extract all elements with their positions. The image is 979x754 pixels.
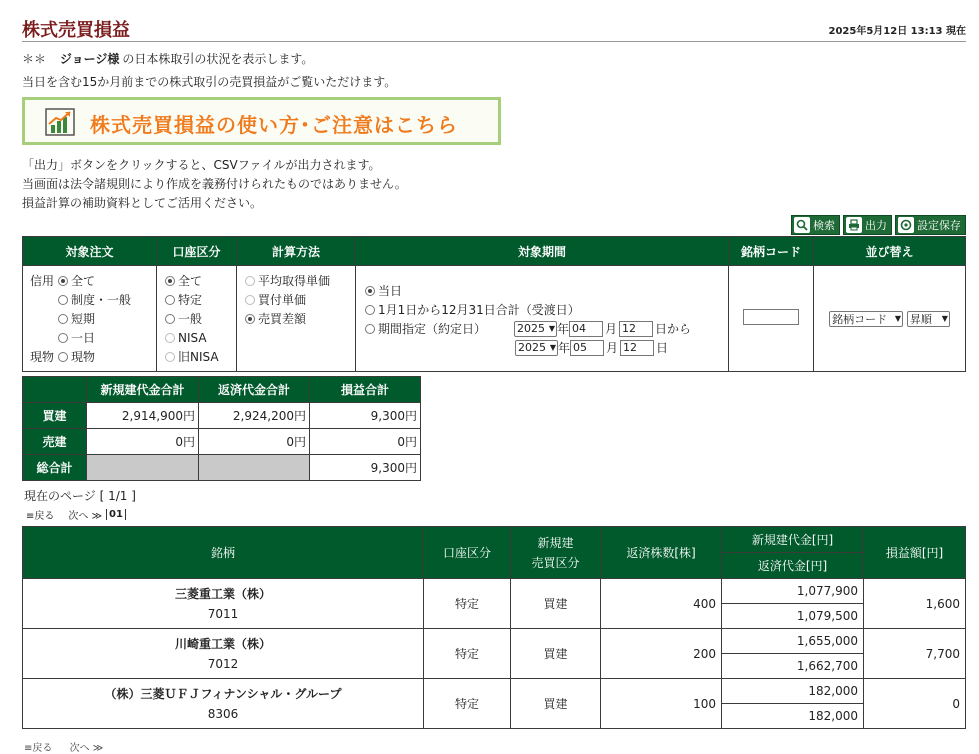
pl-cell: 0 [864, 679, 966, 729]
calc-diff-label: 売買差額 [258, 312, 307, 326]
to-year-select[interactable]: 2025 ▼ [515, 340, 558, 356]
col-repay-amt: 返済代金[円] [722, 553, 864, 579]
summary-header-repay: 返済代金合計 [199, 377, 310, 403]
output-button[interactable] [843, 215, 892, 235]
usage-notes-banner[interactable] [22, 97, 501, 145]
period-range-label: 期間指定（約定日） [378, 322, 487, 336]
pagination [26, 507, 140, 522]
note-csv: 「出力」ボタンをクリックすると、CSVファイルが出力されます。 [22, 158, 381, 172]
stock-code: 8306 [207, 706, 239, 721]
account-nisa-radio[interactable] [165, 333, 175, 343]
stock-name: 川崎重工業（株） [174, 636, 271, 651]
banner-text: 株式売買損益の使い方･ご注意はこちら [90, 113, 458, 137]
summary-header-new: 新規建代金合計 [87, 377, 199, 403]
summary-pl: 0円 [310, 429, 421, 455]
stock-code-input[interactable] [743, 309, 799, 325]
summary-total-label: 総合計 [23, 455, 87, 481]
period-year-radio[interactable] [365, 305, 375, 315]
stock-code: 7011 [207, 606, 239, 621]
repay-amt-cell: 1,079,500 [722, 604, 864, 629]
account-old-nisa-label: 旧NISA [178, 350, 219, 364]
from-day-input[interactable]: 12 [619, 321, 653, 337]
account-filter [157, 266, 237, 372]
next-link[interactable]: 次へ ≫ [68, 511, 103, 522]
new-amt-cell: 182,000 [722, 679, 864, 704]
repay-amt-cell: 1,662,700 [722, 654, 864, 679]
printer-icon [846, 217, 862, 233]
summary-table [22, 376, 421, 481]
new-amt-cell: 1,655,000 [722, 629, 864, 654]
col-pl: 損益額[円] [864, 527, 966, 579]
summary-pl: 9,300円 [310, 403, 421, 429]
period-today-label: 当日 [378, 284, 403, 298]
period-year-label: 1月1日から12月31日合計（受渡日） [378, 303, 580, 317]
sort-field-select[interactable]: 銘柄コード ▼ [829, 311, 903, 327]
from-year-unit: 年 [557, 322, 570, 336]
col-new-amt: 新規建代金[円] [722, 527, 864, 553]
intro-line-1 [22, 50, 313, 67]
intro-prefix: ＊＊ [22, 52, 47, 66]
margin-label: 信用 [30, 274, 55, 288]
prev-link[interactable]: ≡戻る [26, 511, 55, 522]
filter-table [22, 236, 966, 372]
col-account: 口座区分 [424, 527, 511, 579]
search-button[interactable] [791, 215, 840, 235]
pl-cell: 1,600 [864, 579, 966, 629]
search-button-label: 検索 [813, 219, 835, 232]
table-row [23, 579, 966, 604]
order-margin-short-radio[interactable] [58, 314, 68, 324]
account-nisa-label: NISA [178, 330, 207, 345]
account-old-nisa-radio[interactable] [165, 352, 175, 362]
account-cell: 特定 [424, 679, 511, 729]
filter-header-calc: 計算方法 [237, 237, 356, 266]
summary-new: 2,914,900円 [87, 403, 199, 429]
search-icon [794, 217, 810, 233]
col-type-line1: 新規建 [537, 535, 574, 550]
new-amt-cell: 1,077,900 [722, 579, 864, 604]
summary-row-label: 買建 [23, 403, 87, 429]
filter-header-sort: 並び替え [814, 237, 966, 266]
filter-header-order: 対象注文 [23, 237, 157, 266]
stock-name-cell [23, 679, 424, 729]
stock-name: 三菱重工業（株） [174, 586, 271, 601]
settings-icon [898, 217, 914, 233]
pl-cell: 7,700 [864, 629, 966, 679]
account-cell: 特定 [424, 579, 511, 629]
order-cash-label: 現物 [71, 350, 96, 364]
filter-header-period: 対象期間 [356, 237, 729, 266]
period-filter [356, 266, 729, 372]
col-name: 銘柄 [23, 527, 424, 579]
period-range-radio[interactable] [365, 324, 375, 334]
summary-repay: 2,924,200円 [199, 403, 310, 429]
order-margin-day-radio[interactable] [58, 333, 68, 343]
account-tokutei-label: 特定 [178, 293, 203, 307]
stock-name: （株）三菱ＵＦＪフィナンシャル・グループ [104, 686, 342, 701]
page-title: 株式売買損益 [22, 20, 130, 41]
page-info: 現在のページ [ 1/1 ] [24, 489, 136, 503]
page-01[interactable]: 01 [106, 509, 126, 520]
qty-cell: 200 [601, 629, 722, 679]
bottom-next-link[interactable]: 次へ ≫ [69, 743, 104, 754]
calc-purchase-radio[interactable] [245, 295, 255, 305]
type-cell: 買建 [511, 679, 601, 729]
stock-code: 7012 [207, 656, 239, 671]
summary-total-repay [199, 455, 310, 481]
qty-cell: 100 [601, 679, 722, 729]
summary-repay: 0円 [199, 429, 310, 455]
to-month-input[interactable]: 05 [570, 340, 604, 356]
order-margin-standard-radio[interactable] [58, 295, 68, 305]
user-name: ジョージ様 [59, 52, 120, 66]
note-legal: 当画面は法令諸規則により作成を義務付けられたものではありません。 [22, 177, 407, 191]
stock-name-cell [23, 579, 424, 629]
account-tokutei-radio[interactable] [165, 295, 175, 305]
results-table [22, 526, 966, 729]
output-button-label: 出力 [865, 219, 887, 232]
note-usage: 損益計算の補助資料としてご活用ください。 [22, 196, 263, 210]
bottom-prev-link[interactable]: ≡戻る [24, 743, 53, 754]
to-day-unit: 日 [656, 341, 669, 355]
filter-header-account: 口座区分 [157, 237, 237, 266]
col-type [511, 527, 601, 579]
filter-header-code: 銘柄コード [729, 237, 814, 266]
col-type-line2: 売買区分 [531, 555, 580, 570]
order-margin-all-radio[interactable] [58, 276, 68, 286]
type-cell: 買建 [511, 629, 601, 679]
sort-order-select[interactable]: 昇順 ▼ [907, 311, 950, 327]
calc-average-label: 平均取得単価 [258, 274, 331, 288]
summary-row-sell [23, 429, 421, 455]
account-all-radio[interactable] [165, 276, 175, 286]
cash-label: 現物 [30, 350, 55, 364]
period-today-radio[interactable] [365, 286, 375, 296]
from-year-select[interactable]: 2025 ▼ [514, 321, 557, 337]
stock-name-cell [23, 629, 424, 679]
page-header [22, 12, 966, 42]
account-cell: 特定 [424, 629, 511, 679]
order-margin-short-label: 短期 [71, 312, 96, 326]
toolbar [791, 215, 966, 235]
account-ippan-label: 一般 [178, 312, 203, 326]
calc-average-radio[interactable] [245, 276, 255, 286]
timestamp: 2025年5月12日 13:13 現在 [828, 26, 966, 37]
order-margin-standard-label: 制度・一般 [71, 293, 132, 307]
bottom-pagination [24, 739, 103, 754]
order-margin-all-label: 全て [71, 274, 96, 288]
account-all-label: 全て [178, 274, 203, 288]
qty-cell: 400 [601, 579, 722, 629]
calc-filter [237, 266, 356, 372]
intro-suffix: の日本株取引の状況を表示します。 [122, 52, 314, 66]
summary-new: 0円 [87, 429, 199, 455]
summary-total-new [87, 455, 199, 481]
summary-row-label: 売建 [23, 429, 87, 455]
chart-icon [45, 108, 75, 136]
summary-corner [23, 377, 87, 403]
to-year-unit: 年 [558, 341, 571, 355]
order-filter [23, 266, 157, 372]
order-cash-radio[interactable] [58, 352, 68, 362]
account-ippan-radio[interactable] [165, 314, 175, 324]
save-settings-button[interactable] [895, 215, 966, 235]
sort-filter [814, 266, 966, 372]
order-margin-day-label: 一日 [71, 331, 96, 345]
to-day-input[interactable]: 12 [620, 340, 654, 356]
summary-header-pl: 損益合計 [310, 377, 421, 403]
summary-row-buy [23, 403, 421, 429]
from-month-unit: 月 [605, 322, 618, 336]
col-qty: 返済株数[株] [601, 527, 722, 579]
intro-line-2: 当日を含む15か月前までの株式取引の売買損益がご覧いただけます。 [22, 75, 397, 89]
from-month-input[interactable]: 04 [569, 321, 603, 337]
code-filter [729, 266, 814, 372]
to-month-unit: 月 [606, 341, 619, 355]
from-day-unit: 日から [655, 322, 692, 336]
repay-amt-cell: 182,000 [722, 704, 864, 729]
summary-row-total [23, 455, 421, 481]
table-row [23, 679, 966, 704]
save-settings-label: 設定保存 [917, 219, 961, 232]
table-row [23, 629, 966, 654]
type-cell: 買建 [511, 579, 601, 629]
calc-purchase-label: 買付単価 [258, 293, 307, 307]
summary-total-pl: 9,300円 [310, 455, 421, 481]
calc-diff-radio[interactable] [245, 314, 255, 324]
